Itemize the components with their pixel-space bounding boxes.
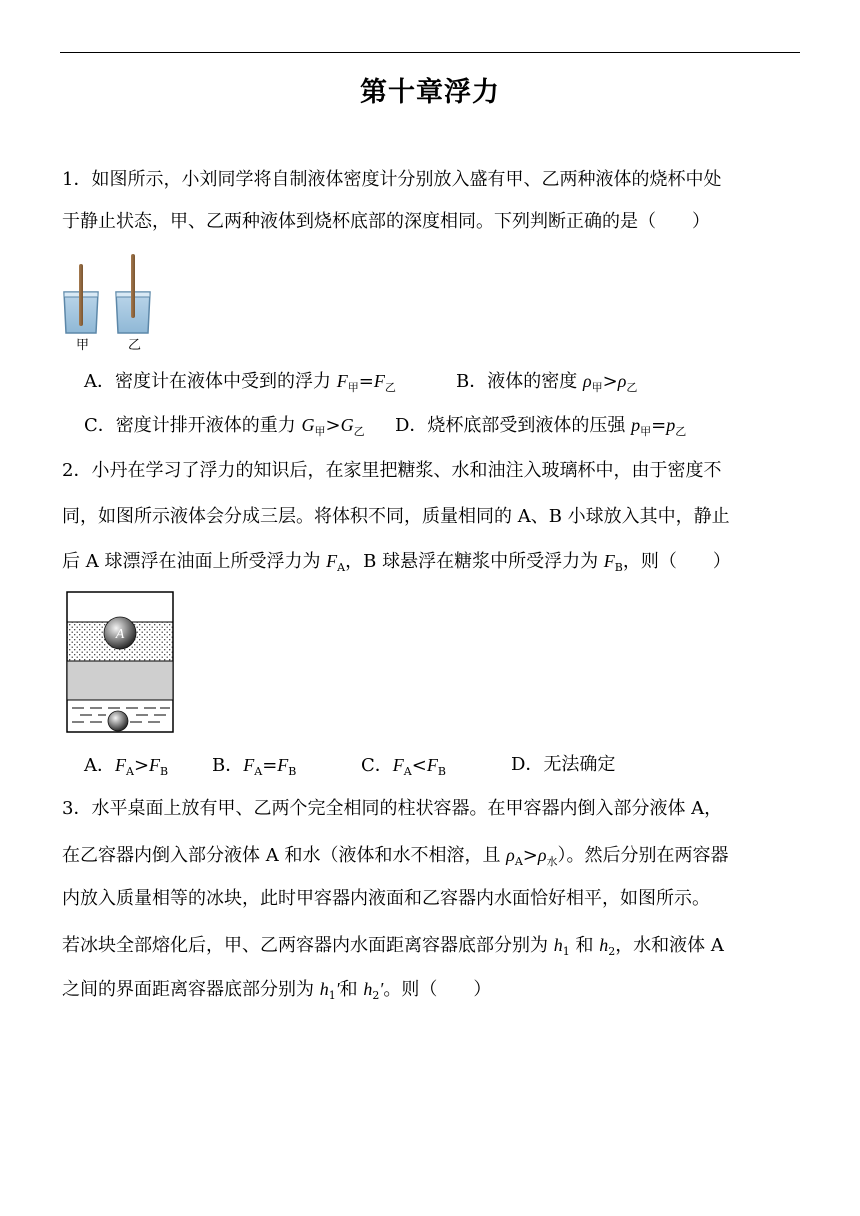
fig-label-yi: 乙 — [128, 338, 142, 353]
q3-line-5: 之间的界面距离容器底部分别为 $h_1'$和 $h_2'$。则（ ） — [62, 979, 492, 1002]
q2-layers-figure — [66, 591, 176, 733]
q2-option-a: A．$F_A>F_B$ — [84, 755, 169, 778]
q2-line-1: 2．小丹在学习了浮力的知识后，在家里把糖浆、水和油注入玻璃杯中，由于密度不 — [62, 460, 722, 481]
q3-line-4: 若冰块全部熔化后，甲、乙两容器内水面距离容器底部分别为 $h_1$ 和 $h_2$，水和液体 A — [62, 935, 724, 958]
page-title: 第十章浮力 — [360, 77, 500, 108]
water-layer — [67, 661, 173, 700]
q2-line-3: 后 A 球漂浮在油面上所受浮力为 $F_A$，B 球悬浮在糖浆中所受浮力为 $F_B$，则（ ） — [62, 551, 731, 574]
q3-line-1: 3．水平桌面上放有甲、乙两个完全相同的柱状容器。在甲容器内倒入部分液体 A， — [62, 798, 723, 819]
q1-line-1: 1．如图所示，小刘同学将自制液体密度计分别放入盛有甲、乙两种液体的烧杯中处 — [62, 169, 722, 190]
q3-line-2: 在乙容器内倒入部分液体 A 和水（液体和水不相溶，且 $\rho_A>\rho_水$）。然后分别在两容器 — [62, 845, 729, 868]
q1-option-c: C．密度计排开液体的重力 $G_甲>G_乙$ — [84, 415, 365, 438]
q1-option-b: B．液体的密度 $\rho_甲>\rho_乙$ — [456, 371, 638, 394]
q2-line-2: 同，如图所示液体会分成三层。将体积不同，质量相同的 A、B 小球放入其中，静止 — [62, 506, 730, 527]
beaker-yi — [116, 254, 150, 333]
q2-option-b: B．$F_A=F_B$ — [212, 755, 297, 778]
q2-option-c: C．$F_A<F_B$ — [361, 755, 446, 778]
ball-a-label: A — [115, 627, 125, 642]
q1-line-2: 于静止状态，甲、乙两种液体到烧杯底部的深度相同。下列判断正确的是（ ） — [62, 211, 710, 232]
header-rule — [60, 52, 800, 53]
q1-option-a: A．密度计在液体中受到的浮力 $F_甲=F_乙$ — [84, 371, 396, 394]
q2-option-d: D．无法确定 — [511, 754, 616, 775]
fig-label-jia: 甲 — [76, 338, 90, 353]
beaker-jia — [64, 264, 98, 333]
ball-b — [108, 711, 128, 731]
q3-line-3: 内放入质量相等的冰块，此时甲容器内液面和乙容器内水面恰好相平，如图所示。 — [62, 888, 710, 909]
q1-option-d: D．烧杯底部受到液体的压强 $p_甲=p_乙$ — [395, 415, 687, 438]
